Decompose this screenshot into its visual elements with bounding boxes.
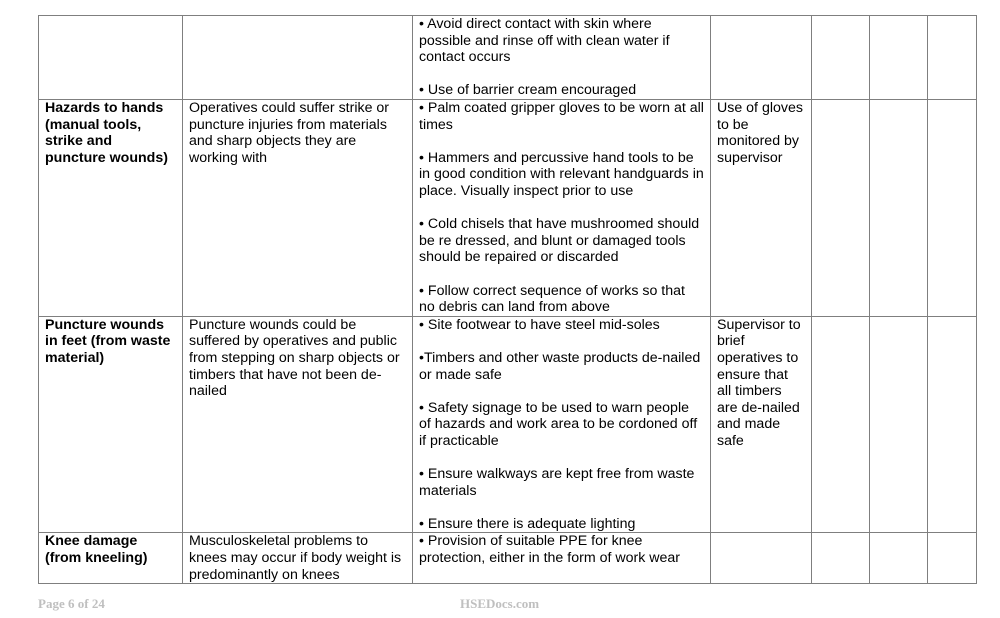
further-action-cell: Supervisor to brief operatives to ensure that all timbers are de-nailed and made safe [711, 316, 812, 533]
risk-cell: Puncture wounds could be suffered by operatives and public from stepping on sharp objects or timbers that have not been de-nailed [183, 316, 413, 533]
empty-cell [928, 316, 977, 533]
controls-cell [413, 16, 711, 100]
empty-cell [870, 16, 928, 100]
further-action-cell: Use of gloves to be monitored by supervisor [711, 100, 812, 317]
site-name: HSEDocs.com [460, 596, 540, 611]
control-item: • Provision of suitable PPE for knee protection, either in the form of work wear [419, 533, 681, 567]
control-item: • Ensure there is adequate lighting [419, 515, 636, 532]
risk-cell: Operatives could suffer strike or puncture injuries from materials and sharp objects they are working with [183, 100, 413, 317]
table-row [39, 533, 977, 584]
table-row [39, 316, 977, 533]
control-item: • Safety signage to be used to warn people of hazards and work area to be cordoned off if practicable [419, 399, 698, 449]
control-item: • Hammers and percussive hand tools to be in good condition with relevant handguards in place. Visually inspect prior to use [419, 149, 704, 199]
risk-assessment-table [38, 15, 977, 584]
hazard-cell: Hazards to hands (manual tools, strike and puncture wounds) [39, 100, 183, 317]
empty-cell [812, 16, 870, 100]
empty-cell [812, 316, 870, 533]
control-item: • Palm coated gripper gloves to be worn at all times [419, 100, 704, 133]
controls-cell [413, 100, 711, 317]
empty-cell [812, 100, 870, 317]
controls-cell [413, 533, 711, 584]
control-item: •Timbers and other waste products de-nailed or made safe [419, 349, 701, 383]
further-action-cell [711, 16, 812, 100]
control-item: • Site footwear to have steel mid-soles [419, 316, 660, 333]
hazard-cell: Puncture wounds in feet (from waste material) [39, 316, 183, 533]
empty-cell [870, 316, 928, 533]
risk-cell [183, 16, 413, 100]
table-row [39, 100, 977, 317]
risk-cell: Musculoskeletal problems to knees may occur if body weight is predominantly on knees [183, 533, 413, 584]
empty-cell [928, 100, 977, 317]
empty-cell [928, 16, 977, 100]
control-item: • Ensure walkways are kept free from waste materials [419, 466, 695, 499]
empty-cell [870, 100, 928, 317]
control-item: • Use of barrier cream encouraged [419, 82, 637, 99]
control-item: • Cold chisels that have mushroomed should be re dressed, and blunt or damaged tools should be repaired or discarded [419, 216, 700, 266]
controls-cell [413, 316, 711, 533]
hazard-cell [39, 16, 183, 100]
table-row [39, 16, 977, 100]
empty-cell [928, 533, 977, 584]
control-item: • Avoid direct contact with skin where possible and rinse off with clean water if contact occurs [419, 16, 670, 66]
empty-cell [812, 533, 870, 584]
hazard-cell: Knee damage (from kneeling) [39, 533, 183, 584]
control-item: • Follow correct sequence of works so that no debris can land from above [419, 282, 685, 316]
page-number: Page 6 of 24 [38, 596, 105, 611]
empty-cell [870, 533, 928, 584]
further-action-cell [711, 533, 812, 584]
